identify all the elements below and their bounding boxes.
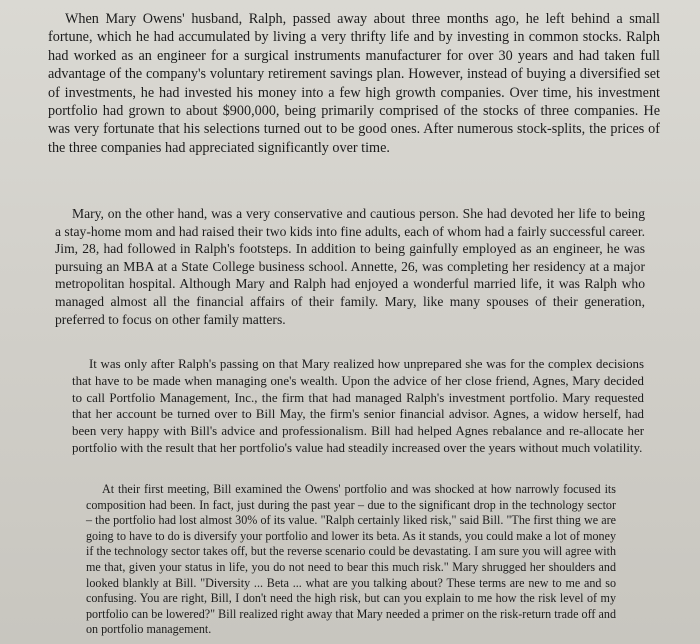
paragraph-2: Mary, on the other hand, was a very conservative and cautious person. She had devoted her life to being a stay-home mom and had raised their two kids into fine adults, each of whom had a fairly successful career. Jim, 28, had followed in Ralph's footsteps. In addition to being gainfully employed as an engineer, he was pursuing an MBA at a State College business school. Annette, 26, was completing her residency at a major metropolitan hospital. Although Mary and Ralph had enjoyed a wonderful married life, it was Ralph who managed almost all the financial affairs of their family. Mary, like many spouses of their generation, preferred to focus on other family matters. xyxy=(55,206,646,327)
paragraph-3: It was only after Ralph's passing on that Mary realized how unprepared she was for the complex decisions that have to be made when managing one's wealth. Upon the advice of her close friend, Agnes, Mary decided to call Portfolio Management, Inc., the firm that had managed Ralph's investment portfolio. Mary requested that her account be turned over to Bill May, the firm's senior financial advisor. Agnes, a widow herself, had been very happy with Bill's advice and professionalism. Bill had helped Agnes rebalance and re-allocate her portfolio with the result that her portfolio's value had steadily increased over the years without much volatility. xyxy=(72,357,644,455)
paragraph-1: When Mary Owens' husband, Ralph, passed away about three months ago, he left behind a small fortune, which he had accumulated by living a very thrifty life and by investing in common stocks. Ralph had worked as an engineer for a surgical instruments manufacturer for over 30 years and had taken full advantage of the company's voluntary retirement savings plan. However, instead of buying a diversified set of investments, he had invested his money into a few high growth companies. Over time, his investment portfolio had grown to about $900,000, being primarily comprised of the stocks of three companies. He was very fortunate that his selections turned out to be good ones. After numerous stock-splits, the prices of the three companies had appreciated significantly over time. xyxy=(48,11,660,156)
paragraph-4: At their first meeting, Bill examined the Owens' portfolio and was shocked at how narrowly focused its composition had been. In fact, just during the past year – due to the significant drop in the technology sector – the portfolio had lost almost 30% of its value. "Ralph certainly liked risk," said Bill. "The first thing we are going to have to do is diversify your portfolio and lower its beta. As it stands, you could make a lot of money if the technology sector takes off, but the reverse scenario could be devastating. I am sure you will agree with me that, given your status in life, you do not need to bear this much risk." Mary shrugged her shoulders and looked blankly at Bill. "Diversity ... Beta ... what are you talking about? These terms are new to me and so confusing. You are right, Bill, I don't need the high risk, but can you explain to me how the risk level of my portfolio can be lowered?" Bill realized right away that Mary needed a primer on the risk-return trade off and on portfolio management. xyxy=(86,482,616,637)
